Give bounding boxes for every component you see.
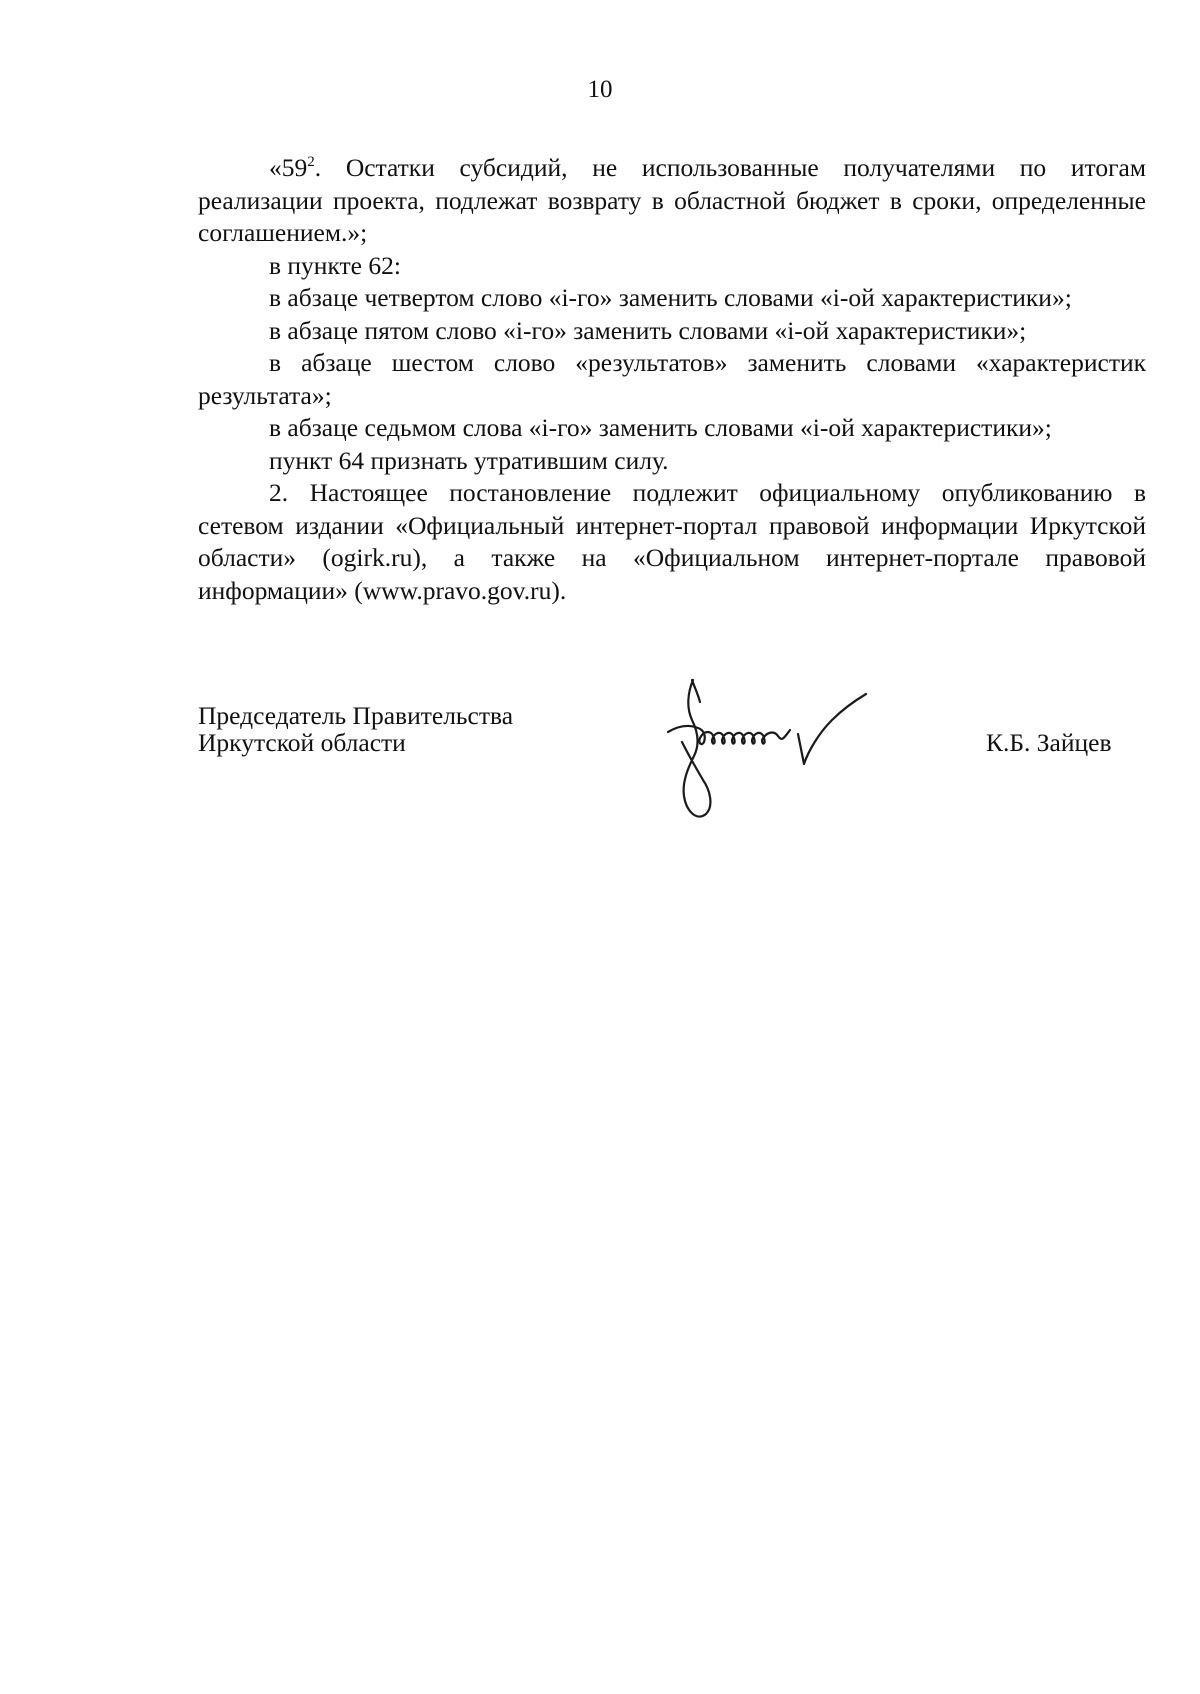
signatory-name: К.Б. Зайцев	[986, 728, 1112, 757]
signature-stroke-flourish	[668, 726, 790, 744]
paragraph-abzac-4: в абзаце четвертом слово «i-го» заменить словами «i-ой характеристики»;	[269, 283, 1072, 312]
paragraph-publication: 2. Настоящее постановление подлежит официальному опубликованию в сетевом издании «Официальный интернет-портал правовой информации Иркутской области» (ogirk.ru), а также на «Официальном интернет-портале правовой информации» (www.pravo.gov.ru).	[198, 478, 1146, 605]
signatory-title-line-2: Иркутской области	[198, 728, 406, 757]
paragraph-point-62: в пункте 62:	[269, 250, 401, 280]
paragraph-abzac-7: в абзаце седьмом слова «i-го» заменить словами «i-ой характеристики»;	[269, 413, 1052, 442]
page-number: 10	[587, 76, 613, 103]
signatory-title-line-1: Председатель Правительства	[198, 701, 514, 730]
signature-stroke-tail	[798, 694, 866, 764]
paragraph-abzac-5: в абзаце пятом слово «i-го» заменить словами «i-ой характеристики»;	[269, 315, 1027, 345]
paragraph-59-2-open: «59	[269, 153, 308, 182]
signature-stroke-top	[692, 680, 700, 702]
signatory-title	[198, 702, 513, 756]
paragraph-59-2-text: . Остатки субсидий, не использованные получателями по итогам реализации проекта, подлежат возврату в областной бюджет в сроки, определенные соглашением.»;	[198, 153, 1146, 247]
paragraph-point-64: пункт 64 признать утратившим силу.	[269, 445, 669, 475]
signature-stroke-main	[682, 680, 710, 817]
superscript-index: 2	[307, 154, 315, 170]
document-body	[198, 152, 1146, 607]
paragraph-abzac-6: в абзаце шестом слово «результатов» заменить словами «характеристик результата»;	[198, 348, 1146, 410]
handwritten-signature	[648, 672, 928, 832]
paragraph-59-2	[198, 152, 1146, 250]
